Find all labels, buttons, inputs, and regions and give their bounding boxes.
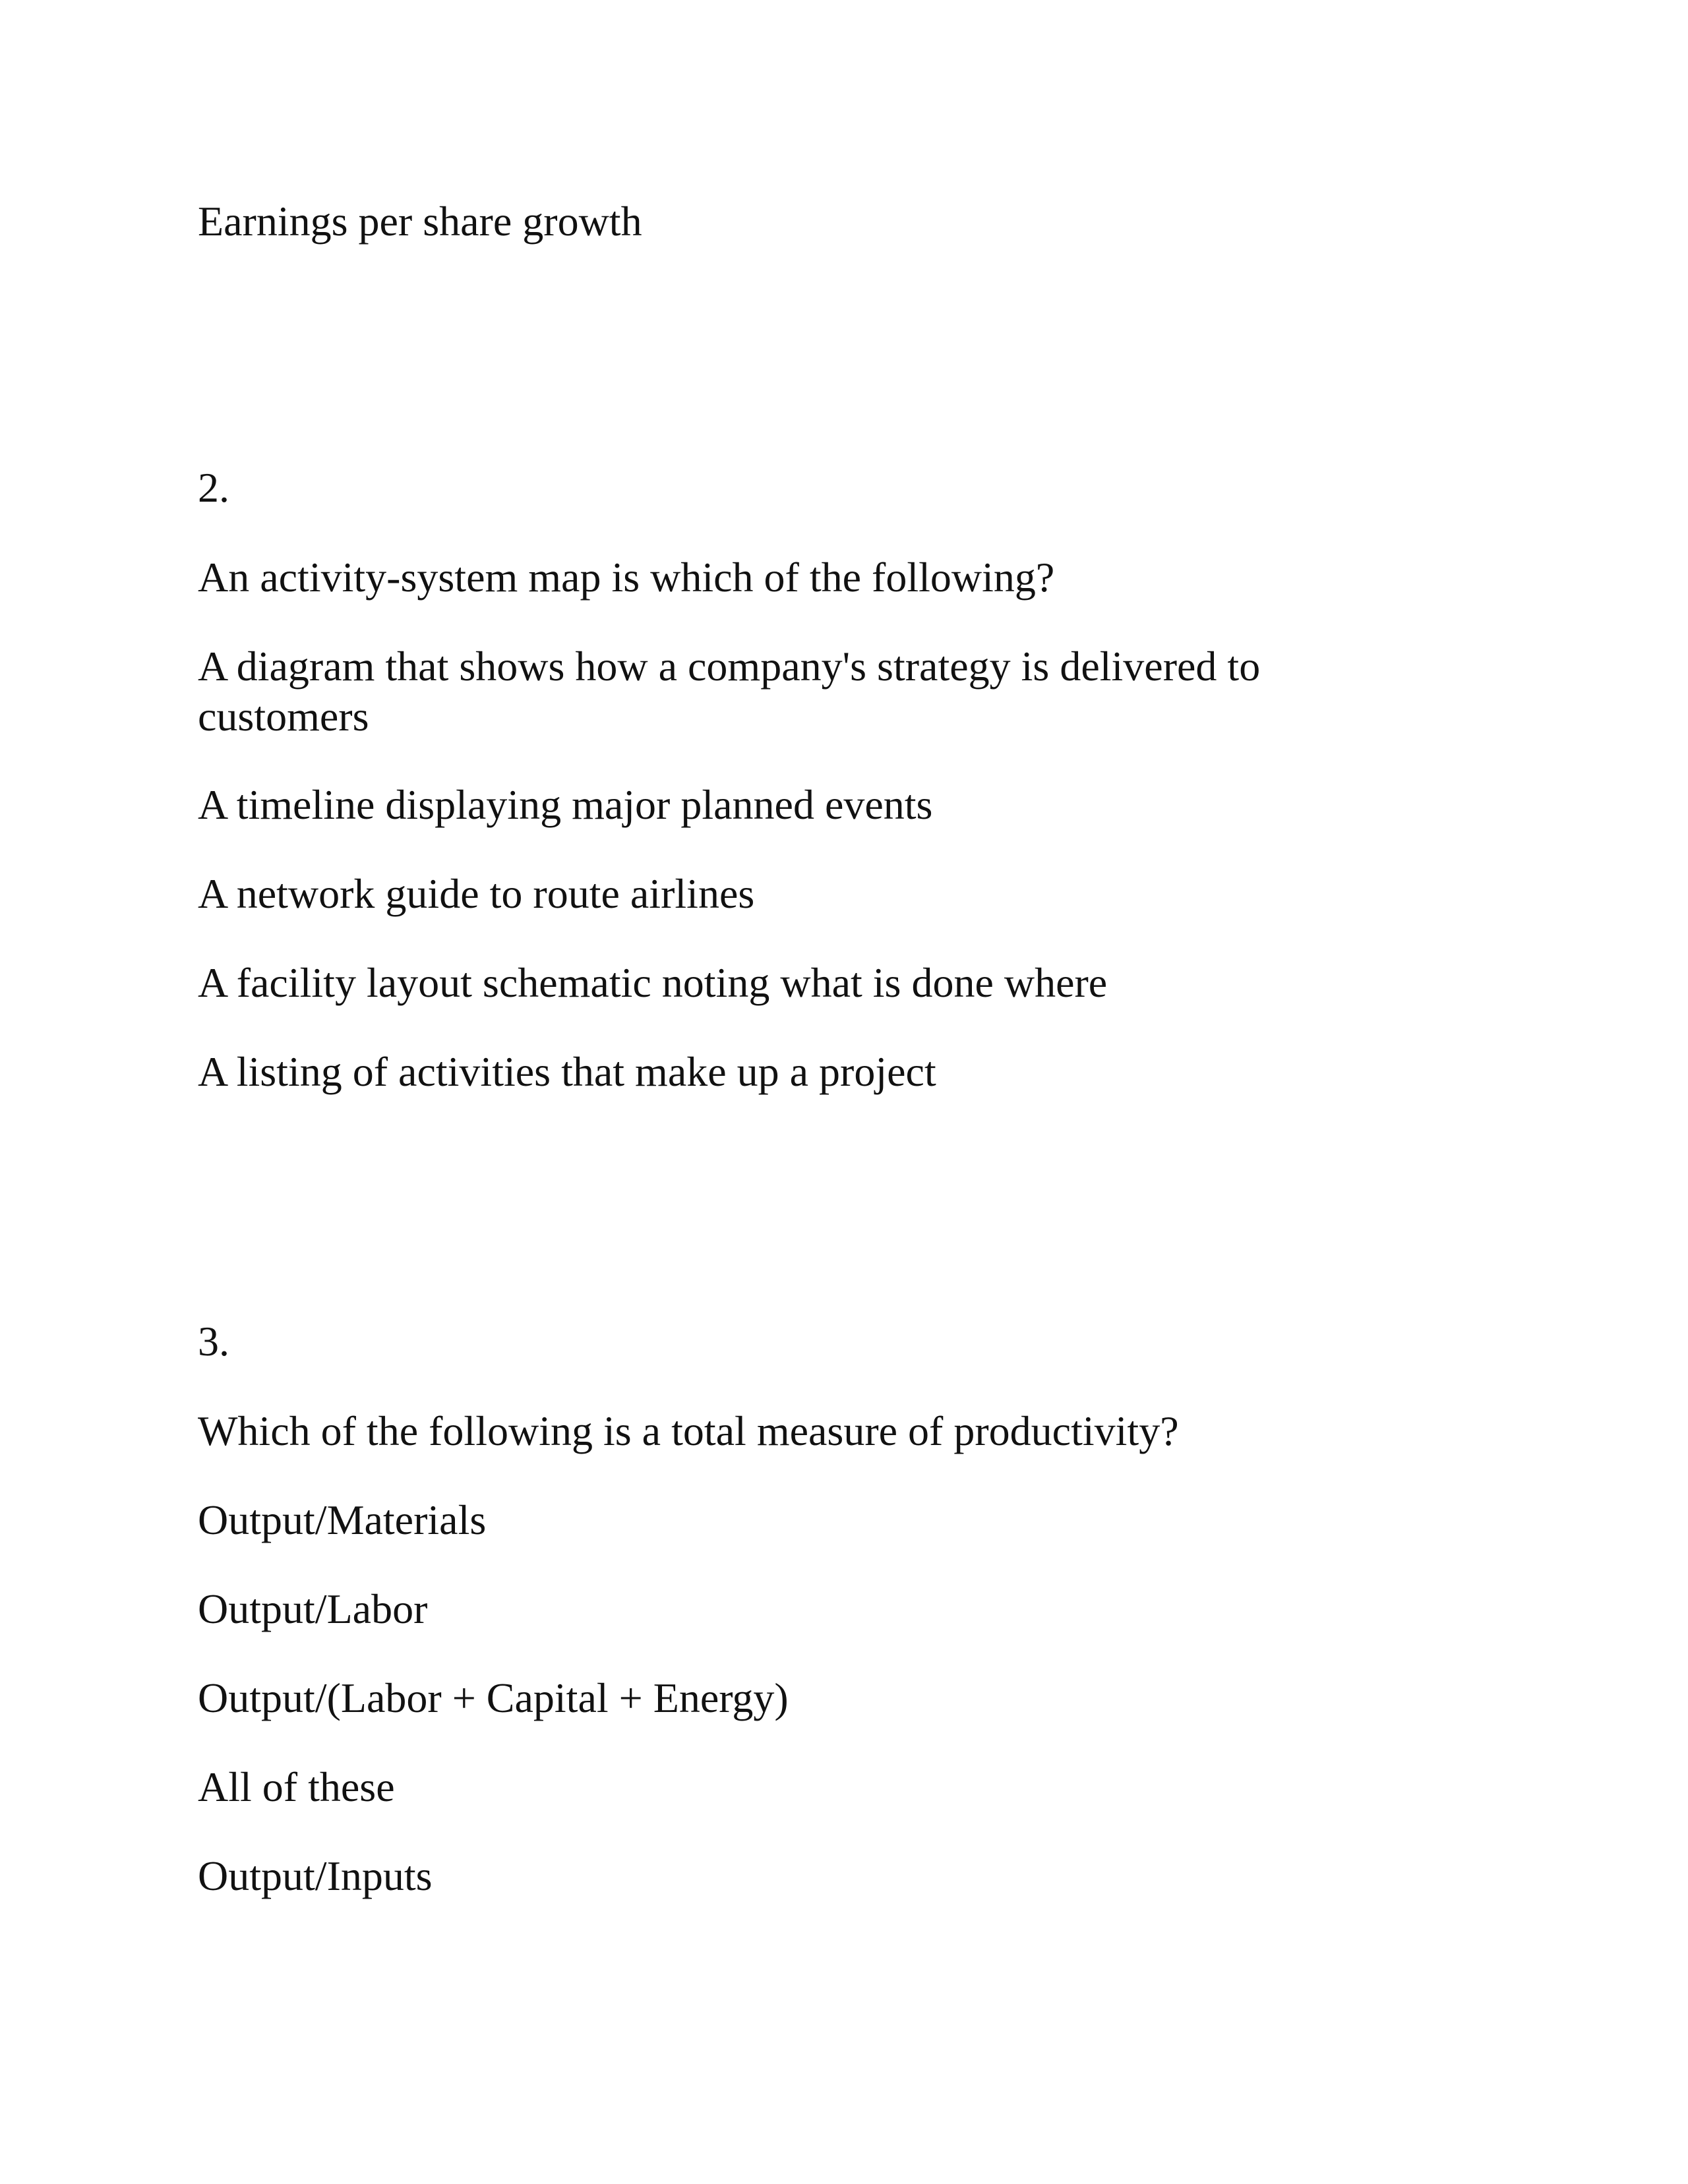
answer-option: Earnings per share growth: [198, 198, 642, 245]
question-prompt: An activity-system map is which of the following?: [198, 554, 1055, 601]
answer-option: A facility layout schematic noting what is done where: [198, 959, 1108, 1006]
question-number: 3.: [198, 1318, 229, 1365]
answer-option: A network guide to route airlines: [198, 870, 755, 917]
answer-option: Output/Materials: [198, 1496, 487, 1543]
answer-option: Output/Labor: [198, 1585, 428, 1632]
question-number: 2.: [198, 464, 229, 511]
answer-option: A timeline displaying major planned events: [198, 781, 933, 828]
answer-option: A diagram that shows how a company's strategy is delivered to customers: [198, 643, 1261, 740]
answer-option: Output/Inputs: [198, 1852, 433, 1899]
answer-option: All of these: [198, 1763, 395, 1810]
answer-option: A listing of activities that make up a project: [198, 1048, 936, 1095]
answer-option: Output/(Labor + Capital + Energy): [198, 1674, 789, 1721]
question-prompt: Which of the following is a total measure of productivity?: [198, 1407, 1179, 1454]
